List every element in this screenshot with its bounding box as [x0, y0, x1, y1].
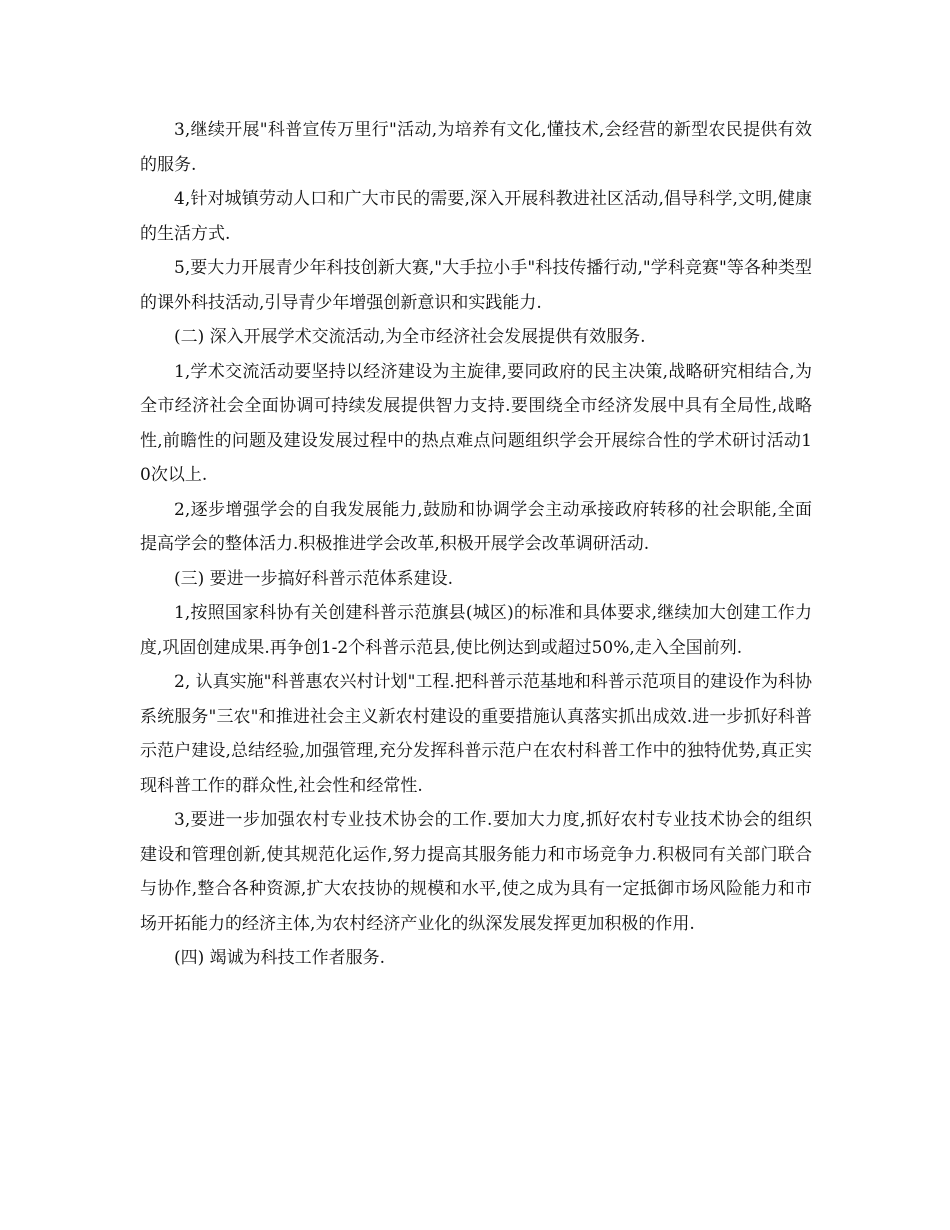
section-heading-4: (四) 竭诚为科技工作者服务.	[174, 948, 386, 968]
document-body	[140, 113, 812, 976]
paragraph-item-3-science-tour: 3,继续开展"科普宣传万里行"活动,为培养有文化,懂技术,会经营的新型农民提供有效的服务.	[140, 120, 812, 175]
paragraph-demonstration-1: 1,按照国家科协有关创建科普示范旗县(城区)的标准和具体要求,继续加大创建工作力度,巩固创建成果.再争创1-2个科普示范县,使比例达到或超过50%,走入全国前列.	[140, 603, 812, 658]
paragraph-item-4-community: 4,针对城镇劳动人口和广大市民的需要,深入开展科教进社区活动,倡导科学,文明,健康的生活方式.	[140, 189, 812, 244]
section-heading-2: (二) 深入开展学术交流活动,为全市经济社会发展提供有效服务.	[174, 327, 646, 347]
paragraph-item-5-youth: 5,要大力开展青少年科技创新大赛,"大手拉小手"科技传播行动,"学科竞赛"等各种类型的课外科技活动,引导青少年增强创新意识和实践能力.	[140, 258, 812, 313]
paragraph-demonstration-3: 3,要进一步加强农村专业技术协会的工作.要加大力度,抓好农村专业技术协会的组织建设和管理创新,使其规范化运作,努力提高其服务能力和市场竞争力.积极同有关部门联合与协作,整合各种资源,扩大农技协的规模和水平,使之成为具有一定抵御市场风险能力和市场开拓能力的经济主体,为农村经济产业化的纵深发展发挥更加积极的作用.	[140, 810, 812, 934]
section-heading-3: (三) 要进一步搞好科普示范体系建设.	[174, 568, 454, 589]
paragraph-academic-exchange-2: 2,逐步增强学会的自我发展能力,鼓励和协调学会主动承接政府转移的社会职能,全面提高学会的整体活力.积极推进学会改革,积极开展学会改革调研活动.	[140, 499, 812, 554]
paragraph-academic-exchange-1: 1,学术交流活动要坚持以经济建设为主旋律,要同政府的民主决策,战略研究相结合,为全市经济社会全面协调可持续发展提供智力支持.要围绕全市经济发展中具有全局性,战略性,前瞻性的问题及建设发展过程中的热点难点问题组织学会开展综合性的学术研讨活动10次以上.	[140, 361, 812, 485]
paragraph-demonstration-2: 2, 认真实施"科普惠农兴村计划"工程.把科普示范基地和科普示范项目的建设作为科协系统服务"三农"和推进社会主义新农村建设的重要措施认真落实抓出成效.进一步抓好科普示范户建设,总结经验,加强管理,充分发挥科普示范户在农村科普工作中的独特优势,真正实现科普工作的群众性,社会性和经常性.	[140, 672, 812, 796]
